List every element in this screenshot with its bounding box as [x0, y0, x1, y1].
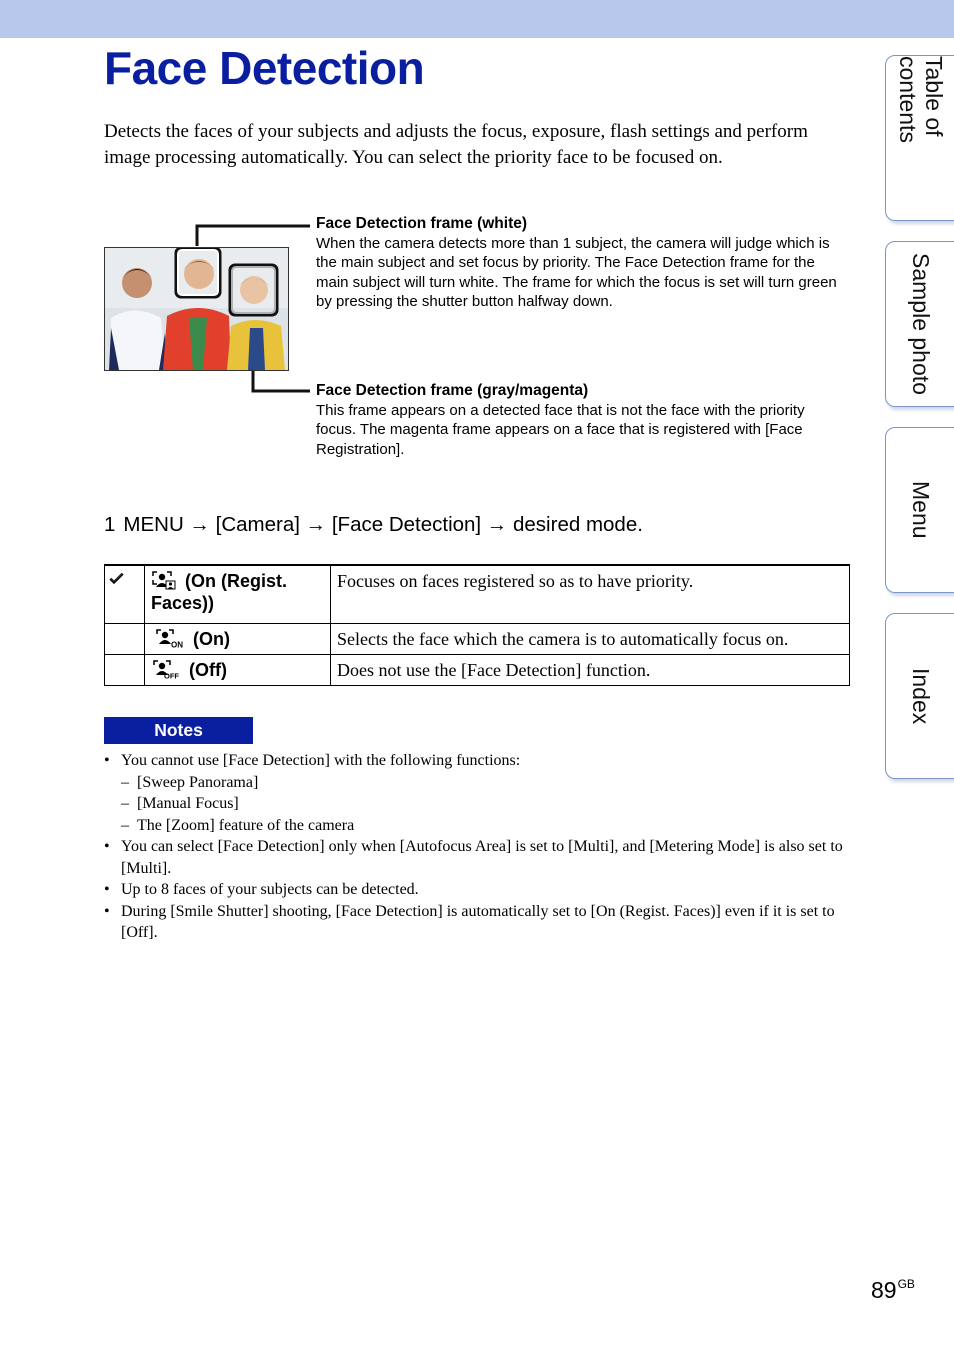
- mode-cell: [145, 565, 331, 624]
- mode-description: Selects the face which the camera is to automatically focus on.: [331, 624, 850, 655]
- check-cell: [105, 655, 145, 686]
- sub-list-item: – [Manual Focus]: [121, 795, 239, 812]
- callout-text: This frame appears on a detected face that is not the face with the priority focus. The magenta frame appears on a face that is registered with [Face Registration].: [316, 401, 805, 458]
- intro-paragraph: Detects the faces of your subjects and adjusts the focus, exposure, flash settings and perform image processing automatically. You can select the priority face to be focused on.: [104, 121, 808, 168]
- callout-title: Face Detection frame (gray/magenta): [316, 382, 589, 399]
- face-detection-registered-icon: [151, 570, 177, 590]
- tab-label: Menu: [908, 481, 934, 539]
- callout-text: When the camera detects more than 1 subject, the camera will judge which is the main subject and set focus by priority. The Face Detection frame for the main subject will turn white. The frame for which the focus is set will turn green by pressing the shutter button halfway down.: [316, 234, 837, 310]
- mode-table: [104, 564, 850, 686]
- list-item: • Up to 8 faces of your subjects can be detected.: [104, 881, 419, 898]
- tab-index[interactable]: [885, 613, 954, 779]
- svg-text:OFF: OFF: [164, 671, 179, 679]
- tab-label: Index: [908, 667, 934, 725]
- table-row: [105, 655, 850, 686]
- notes-list: [104, 750, 849, 944]
- page-number: $89^{GB}$: [871, 1277, 915, 1303]
- tab-label: Sample photo: [908, 253, 934, 395]
- note-text: During [Smile Shutter] shooting, [Face Detection] is automatically set to [On (Regist. Faces)] even if it is set to [Off].: [121, 902, 835, 941]
- callout-frame-white: [316, 214, 846, 312]
- tab-table-of-contents[interactable]: [885, 55, 954, 221]
- mode-description: Focuses on faces registered so as to have priority.: [331, 565, 850, 624]
- sub-list-item: – [Sweep Panorama]: [121, 773, 259, 791]
- default-check-mark: [105, 565, 145, 624]
- mode-description: Does not use the [Face Detection] function.: [331, 655, 850, 686]
- note-text: You can select [Face Detection] only when [Autofocus Area] is set to [Multi], and [Metering Mode] is also set to [Multi].: [121, 838, 843, 877]
- callout-frame-gray-magenta: [316, 381, 846, 459]
- mode-label: (On): [193, 629, 230, 649]
- notes-header: Notes: [104, 717, 253, 744]
- sub-list: [121, 772, 849, 837]
- step-instruction: [104, 510, 643, 540]
- note-text: You cannot use [Face Detection] with the following functions:: [121, 752, 521, 769]
- list-item: • During [Smile Shutter] shooting, [Face Detection] is automatically set to [On (Regist. Faces)] even if it is set to [Off].: [104, 902, 835, 941]
- mode-cell: [145, 655, 331, 686]
- page-title: Face Detection: [104, 42, 425, 94]
- step-number: 1: [104, 513, 116, 536]
- tab-sample-photo[interactable]: [885, 241, 954, 407]
- list-item: • You can select [Face Detection] only when [Autofocus Area] is set to [Multi], and [Metering Mode] is also set to [Multi].: [104, 838, 843, 877]
- tab-label: Table of contents: [895, 56, 947, 143]
- table-row: [105, 624, 850, 655]
- mode-cell: [145, 624, 331, 655]
- mode-label: (Off): [189, 660, 227, 680]
- check-icon: [109, 572, 125, 586]
- sample-photo-children: [104, 247, 289, 371]
- mode-label: (On (Regist. Faces)): [151, 571, 287, 613]
- callout-title: Face Detection frame (white): [316, 215, 528, 232]
- step-text: MENU → [Camera] → [Face Detection] → desired mode.: [123, 513, 643, 536]
- face-detection-on-icon: [151, 628, 185, 648]
- note-text: Up to 8 faces of your subjects can be detected.: [121, 881, 419, 898]
- tab-menu[interactable]: [885, 427, 954, 593]
- check-cell: [105, 624, 145, 655]
- face-detection-off-icon: [151, 659, 181, 679]
- list-item: • You cannot use [Face Detection] with the following functions: – [Sweep Panorama] – [Manual Focus] – The [Zoom] feature of the camera: [104, 750, 849, 836]
- sub-list-item: – The [Zoom] feature of the camera: [121, 816, 355, 834]
- svg-text:ON: ON: [171, 640, 183, 648]
- table-row: [105, 565, 850, 624]
